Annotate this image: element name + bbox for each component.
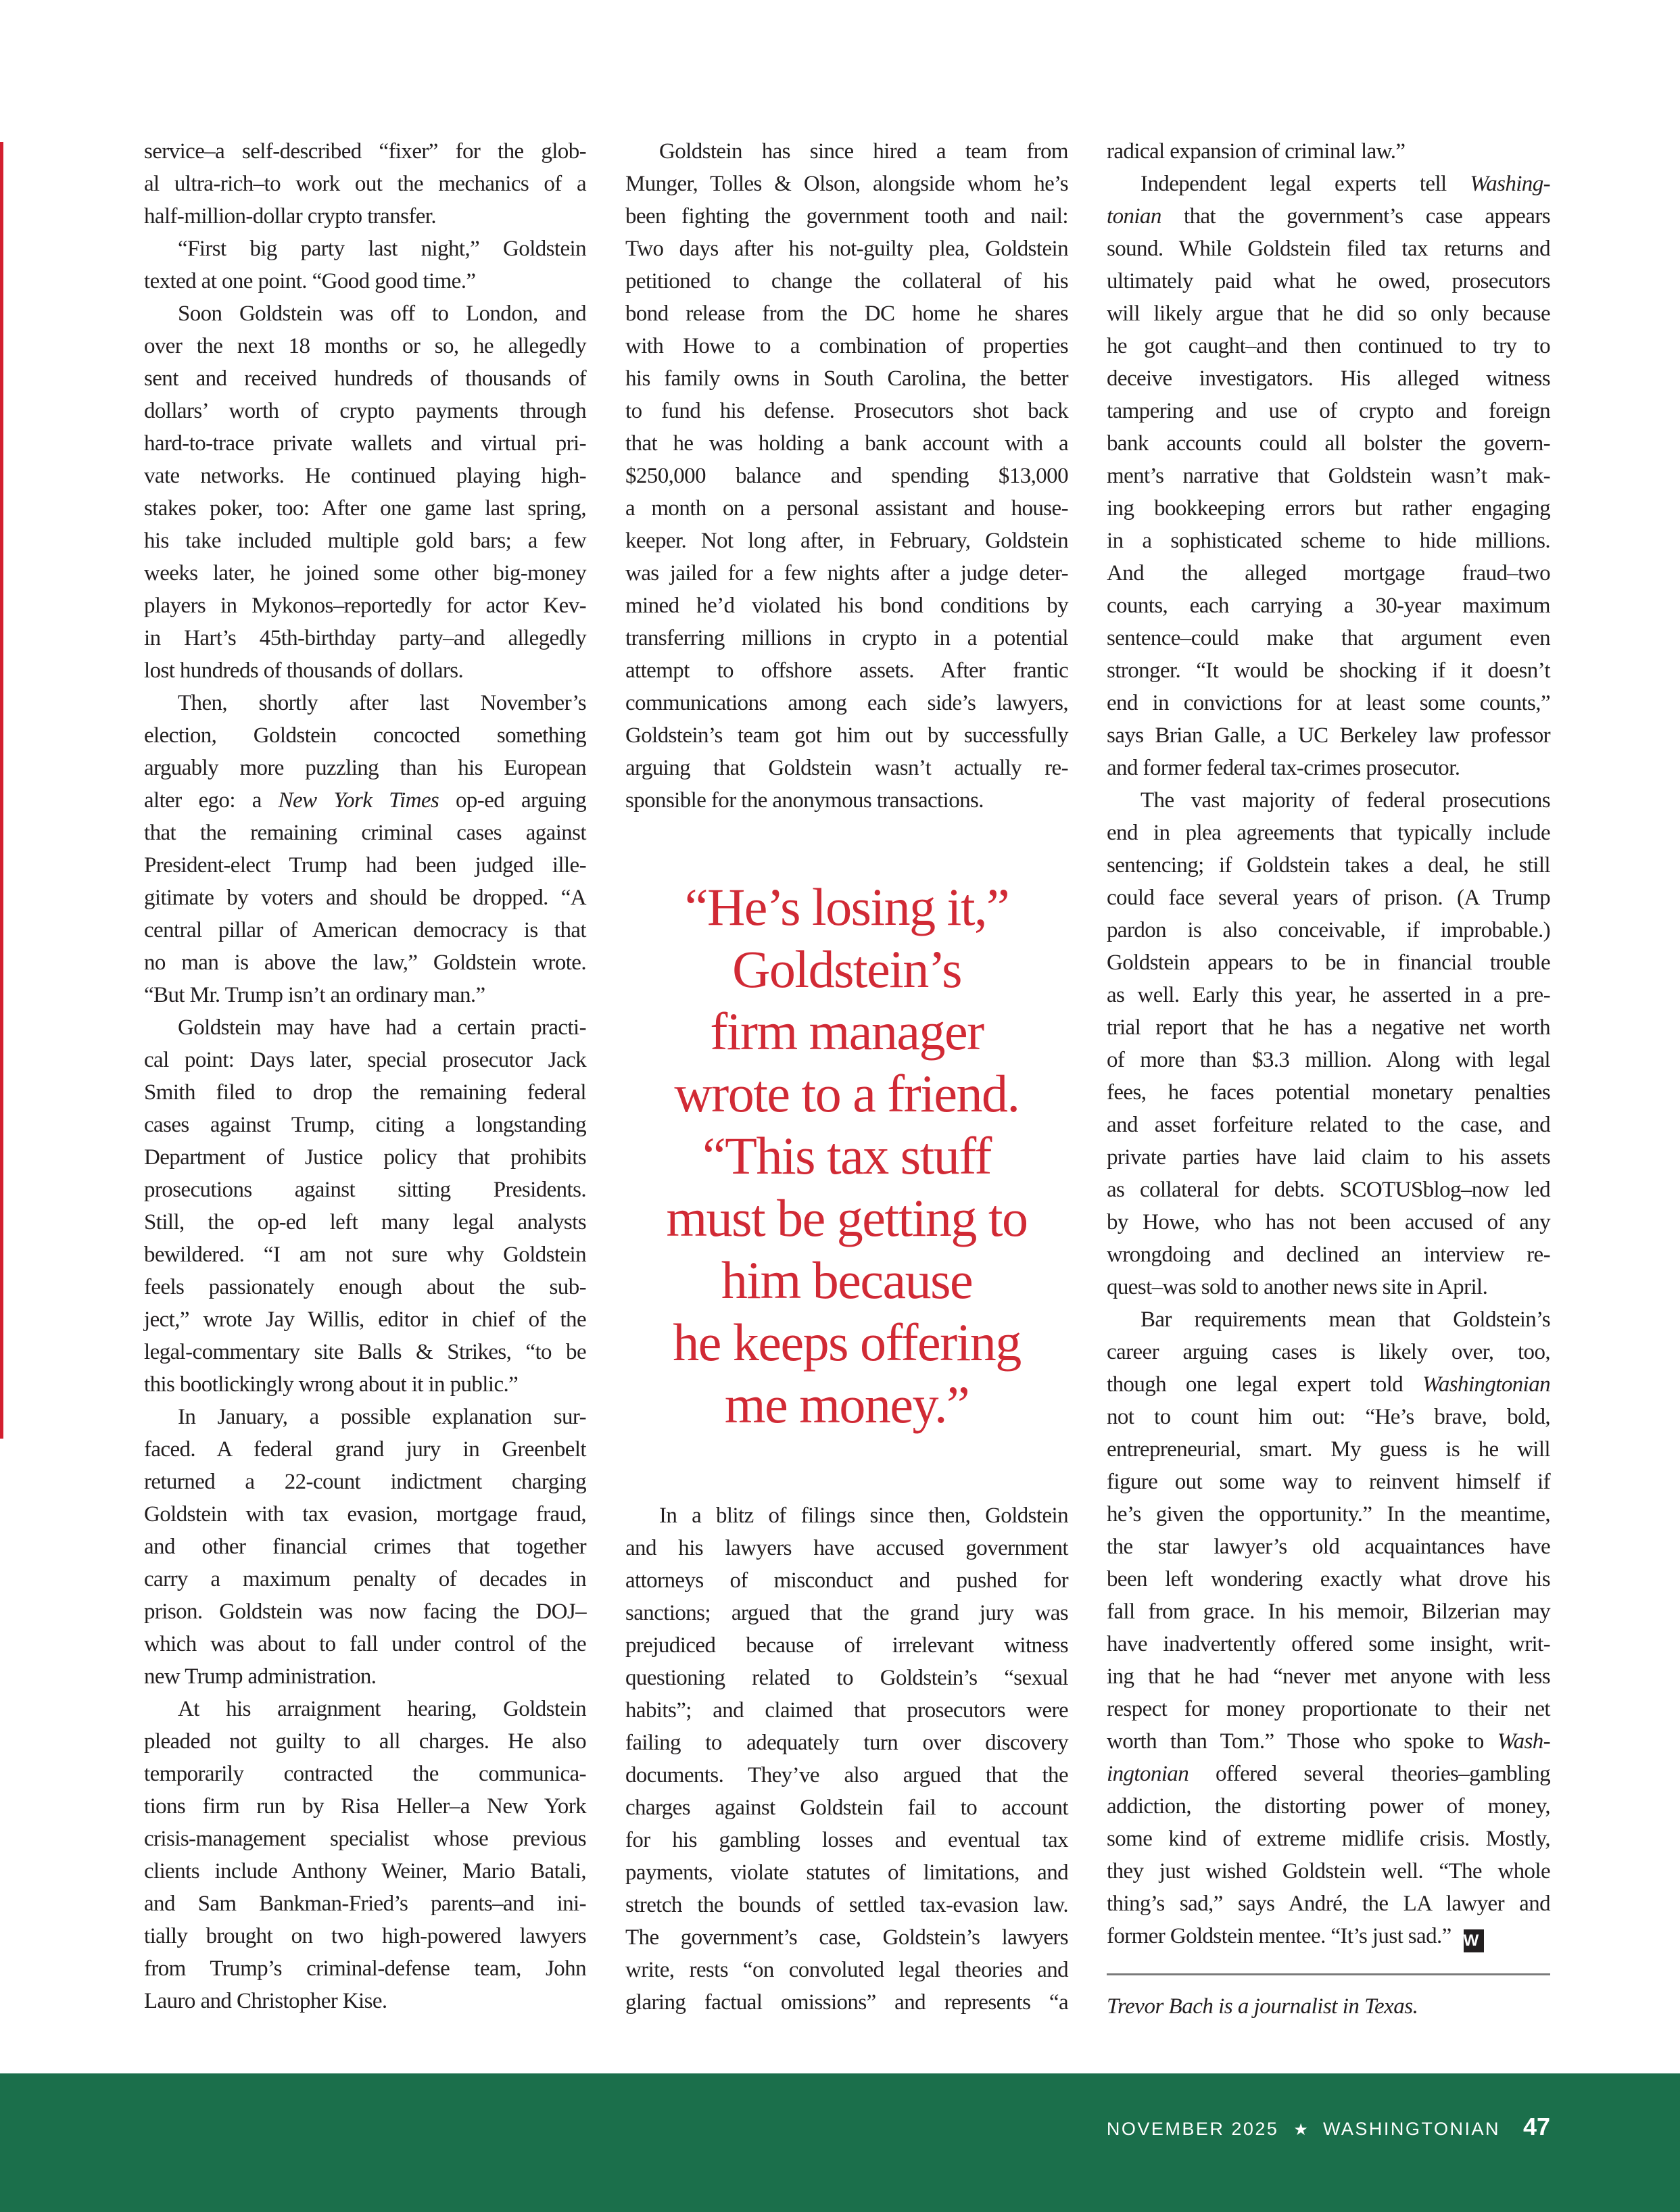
text-line: service–a self-described “fixer” for the glob- — [144, 139, 586, 164]
publication-name: WASHINGTONIAN — [1322, 2119, 1500, 2139]
text-line: not to count him out: “He’s brave, bold, — [1107, 1405, 1550, 1429]
text-line: worth than Tom.” Those who spoke to Wash- — [1107, 1729, 1550, 1754]
pull-quote-line: “This tax stuff — [702, 1126, 991, 1185]
text-line: payments, violate statutes of limitations, and — [625, 1860, 1068, 1885]
article-column-2-lower — [625, 1499, 1068, 2019]
text-line: habits”; and claimed that prosecutors were — [625, 1698, 1068, 1723]
article-column-2-upper — [625, 135, 1068, 817]
text-line: write, rests “on convoluted legal theories and — [625, 1958, 1068, 1982]
text-line: as collateral for debts. SCOTUSblog–now led — [1107, 1178, 1550, 1202]
text-line: respect for money proportionate to their net — [1107, 1697, 1550, 1721]
text-line: petitioned to change the collateral of his — [625, 269, 1068, 293]
page-footer — [0, 2073, 1680, 2212]
text-line: with Howe to a combination of properties — [625, 334, 1068, 358]
text-line: bank accounts could all bolster the govern- — [1107, 431, 1550, 456]
text-line: alter ego: a New York Times op-ed arguing — [144, 788, 586, 813]
pull-quote-line: “He’s losing it,” — [684, 877, 1009, 936]
text-line: Still, the op-ed left many legal analysts — [144, 1210, 586, 1234]
text-line: prosecutions against sitting Presidents. — [144, 1178, 586, 1202]
pull-quote-line: must be getting to — [666, 1188, 1028, 1247]
article-column-1 — [144, 135, 586, 2017]
text-line: The vast majority of federal prosecutions — [1141, 788, 1550, 813]
text-line: cal point: Days later, special prosecutor Jack — [144, 1048, 586, 1072]
text-line: a month on a personal assistant and house- — [625, 496, 1068, 521]
text-line: President-elect Trump had been judged ille- — [144, 853, 586, 877]
text-line: some kind of extreme midlife crisis. Mostly, — [1107, 1827, 1550, 1851]
text-line: counts, each carrying a 30-year maximum — [1107, 594, 1550, 618]
text-line: weeks later, he joined some other big-money — [144, 561, 586, 585]
text-line: attempt to offshore assets. After frantic — [625, 658, 1068, 683]
text-line: which was about to fall under control of the — [144, 1632, 586, 1656]
text-line: career arguing cases is likely over, too, — [1107, 1340, 1550, 1364]
text-line: vate networks. He continued playing high- — [144, 464, 586, 488]
page-number: 47 — [1522, 2113, 1550, 2140]
pull-quote-line: firm manager — [710, 1002, 984, 1061]
text-line: prison. Goldstein was now facing the DOJ– — [144, 1600, 586, 1624]
text-line: sanctions; argued that the grand jury was — [625, 1601, 1068, 1625]
text-line: “But Mr. Trump isn’t an ordinary man.” — [144, 983, 485, 1007]
text-line: stronger. “It would be shocking if it doesn’t — [1107, 658, 1550, 683]
text-line: of more than $3.3 million. Along with legal — [1107, 1048, 1550, 1072]
end-mark-w-icon: W — [1464, 1929, 1484, 1952]
pull-quote-line: Goldstein’s — [732, 940, 961, 999]
pull-quote-line: him because — [721, 1251, 973, 1309]
text-line: Goldstein appears to be in financial trouble — [1107, 951, 1550, 975]
text-line: texted at one point. “Good good time.” — [144, 269, 476, 293]
text-line: carry a maximum penalty of decades in — [144, 1567, 586, 1591]
text-line: Soon Goldstein was off to London, and — [178, 302, 586, 326]
text-line: sentence–could make that argument even — [1107, 626, 1550, 650]
text-line: that he was holding a bank account with a — [625, 431, 1068, 456]
text-line: could face several years of prison. (A Trump — [1107, 886, 1550, 910]
text-line: questioning related to Goldstein’s “sexual — [625, 1666, 1068, 1690]
text-line: sent and received hundreds of thousands of — [144, 366, 586, 391]
text-line: this bootlickingly wrong about it in public.” — [144, 1372, 519, 1397]
text-line: entrepreneurial, smart. My guess is he will — [1107, 1437, 1550, 1462]
text-line: prejudiced because of irrelevant witness — [625, 1633, 1068, 1658]
text-line: deceive investigators. His alleged witness — [1107, 366, 1550, 391]
folio — [1107, 2113, 1550, 2141]
text-line: have inadvertently offered some insight, writ- — [1107, 1632, 1550, 1656]
text-line: The government’s case, Goldstein’s lawyers — [625, 1925, 1068, 1950]
text-line: transferring millions in crypto in a potential — [625, 626, 1068, 650]
text-line: election, Goldstein concocted something — [144, 723, 586, 748]
text-line: half-million-dollar crypto transfer. — [144, 204, 437, 229]
text-line: tampering and use of crypto and foreign — [1107, 399, 1550, 423]
text-line: mined he’d violated his bond conditions by — [625, 594, 1068, 618]
pull-quote-line: he keeps offering — [673, 1313, 1021, 1372]
text-line: ing that he had “never met anyone with less — [1107, 1664, 1550, 1689]
text-line: arguably more puzzling than his European — [144, 756, 586, 780]
text-line: Munger, Tolles & Olson, alongside whom he’s — [625, 172, 1068, 196]
text-line: over the next 18 months or so, he allegedly — [144, 334, 586, 358]
text-line: private parties have laid claim to his assets — [1107, 1145, 1550, 1170]
text-line: he got caught–and then continued to try to — [1107, 334, 1550, 358]
text-line: At his arraignment hearing, Goldstein — [178, 1697, 586, 1721]
pull-quote-line: me money.” — [724, 1375, 969, 1434]
text-line: ject,” wrote Jay Willis, editor in chief of the — [144, 1307, 586, 1332]
text-line: sound. While Goldstein filed tax returns and — [1107, 237, 1550, 261]
text-line: former Goldstein mentee. “It’s just sad.” W — [1107, 1920, 1550, 1952]
text-line: Goldstein has since hired a team from — [659, 139, 1068, 164]
text-line: ingtonian offered several theories–gambling — [1107, 1762, 1550, 1786]
text-line: sponsible for the anonymous transactions. — [625, 788, 984, 813]
text-line: pardon is also conceivable, if improbable.) — [1107, 918, 1550, 942]
text-line: end in plea agreements that typically include — [1107, 821, 1550, 845]
star-icon: ★ — [1293, 2121, 1308, 2139]
text-line: tonian that the government’s case appears — [1107, 204, 1550, 229]
text-line: gitimate by voters and should be dropped. “A — [144, 886, 586, 910]
text-line: stakes poker, too: After one game last spring, — [144, 496, 586, 521]
text-line: returned a 22-count indictment charging — [144, 1470, 586, 1494]
text-line: In January, a possible explanation sur- — [178, 1405, 586, 1429]
text-line: Smith filed to drop the remaining federal — [144, 1080, 586, 1105]
text-line: his family owns in South Carolina, the better — [625, 366, 1068, 391]
text-line: and asset forfeiture related to the case, and — [1107, 1113, 1550, 1137]
text-line: charges against Goldstein fail to account — [625, 1796, 1068, 1820]
text-line: glaring factual omissions” and represents “a — [625, 1990, 1068, 2015]
text-line: And the alleged mortgage fraud–two — [1107, 561, 1550, 585]
text-line: temporarily contracted the communica- — [144, 1762, 586, 1786]
text-line: failing to adequately turn over discovery — [625, 1731, 1068, 1755]
text-line: trial report that he has a negative net worth — [1107, 1015, 1550, 1040]
text-line: Department of Justice policy that prohibits — [144, 1145, 586, 1170]
text-line: faced. A federal grand jury in Greenbelt — [144, 1437, 586, 1462]
text-line: as well. Early this year, he asserted in a pre- — [1107, 983, 1550, 1007]
text-line: hard-to-trace private wallets and virtual pri- — [144, 431, 586, 456]
text-line: they just wished Goldstein well. “The whole — [1107, 1859, 1550, 1883]
text-line: crisis-management specialist whose previous — [144, 1827, 586, 1851]
text-line: Independent legal experts tell Washing- — [1141, 172, 1550, 196]
text-line: legal-commentary site Balls & Strikes, “to be — [144, 1340, 586, 1364]
text-line: Two days after his not-guilty plea, Goldstein — [625, 237, 1068, 261]
text-line: by Howe, who has not been accused of any — [1107, 1210, 1550, 1234]
text-line: fees, he faces potential monetary penalties — [1107, 1080, 1550, 1105]
text-line: Then, shortly after last November’s — [178, 691, 586, 715]
text-line: been left wondering exactly what drove his — [1107, 1567, 1550, 1591]
text-line: In a blitz of filings since then, Goldstein — [659, 1504, 1068, 1528]
article-column-3 — [1107, 135, 1550, 1952]
text-line: “First big party last night,” Goldstein — [178, 237, 586, 261]
text-line: stretch the bounds of settled tax-evasion law. — [625, 1893, 1068, 1917]
text-line: in a sophisticated scheme to hide millions. — [1107, 529, 1550, 553]
text-line: dollars’ worth of crypto payments through — [144, 399, 586, 423]
text-line: clients include Anthony Weiner, Mario Batali, — [144, 1859, 586, 1883]
text-line: fall from grace. In his memoir, Bilzerian may — [1107, 1600, 1550, 1624]
text-line: to fund his defense. Prosecutors shot back — [625, 399, 1068, 423]
text-line: bewildered. “I am not sure why Goldstein — [144, 1243, 586, 1267]
text-line: feels passionately enough about the sub- — [144, 1275, 586, 1299]
text-line: arguing that Goldstein wasn’t actually re- — [625, 756, 1068, 780]
text-line: Goldstein with tax evasion, mortgage fraud, — [144, 1502, 586, 1526]
author-bio: Trevor Bach is a journalist in Texas. — [1107, 1994, 1418, 2019]
text-line: will likely argue that he did so only because — [1107, 302, 1550, 326]
text-line: communications among each side’s lawyers, — [625, 691, 1068, 715]
text-line: attorneys of misconduct and pushed for — [625, 1568, 1068, 1593]
text-line: new Trump administration. — [144, 1664, 377, 1689]
text-line: tially brought on two high-powered lawyers — [144, 1924, 586, 1948]
text-line: pleaded not guilty to all charges. He also — [144, 1729, 586, 1754]
text-line: end in convictions for at least some counts,” — [1107, 691, 1550, 715]
text-line: the star lawyer’s old acquaintances have — [1107, 1535, 1550, 1559]
text-line: no man is above the law,” Goldstein wrote. — [144, 951, 586, 975]
text-line: says Brian Galle, a UC Berkeley law professor — [1107, 723, 1550, 748]
text-line: keeper. Not long after, in February, Goldstein — [625, 529, 1068, 553]
text-line: Bar requirements mean that Goldstein’s — [1141, 1307, 1550, 1332]
text-line: radical expansion of criminal law.” — [1107, 139, 1406, 164]
text-line: though one legal expert told Washingtonian — [1107, 1372, 1550, 1397]
text-line: he’s given the opportunity.” In the meantime, — [1107, 1502, 1550, 1526]
text-line: tions firm run by Risa Heller–a New York — [144, 1794, 586, 1819]
text-line: wrongdoing and declined an interview re- — [1107, 1243, 1550, 1267]
text-line: was jailed for a few nights after a judge deter- — [625, 561, 1068, 585]
text-line: quest–was sold to another news site in April. — [1107, 1275, 1488, 1299]
bio-divider — [1107, 1973, 1550, 1975]
text-line: ultimately paid what he owed, prosecutors — [1107, 269, 1550, 293]
text-line: cases against Trump, citing a longstanding — [144, 1113, 586, 1137]
text-line: Lauro and Christopher Kise. — [144, 1989, 387, 2013]
text-line: that the remaining criminal cases against — [144, 821, 586, 845]
issue-date: NOVEMBER 2025 — [1106, 2119, 1279, 2139]
pull-quote-line: wrote to a friend. — [674, 1064, 1019, 1123]
text-line: documents. They’ve also argued that the — [625, 1763, 1068, 1787]
text-line: and Sam Bankman-Fried’s parents–and ini- — [144, 1892, 586, 1916]
text-line: and his lawyers have accused government — [625, 1536, 1068, 1560]
text-line: sentencing; if Goldstein takes a deal, he still — [1107, 853, 1550, 877]
text-line: been fighting the government tooth and nail: — [625, 204, 1068, 229]
text-line: players in Mykonos–reportedly for actor Kev- — [144, 594, 586, 618]
text-line: central pillar of American democracy is that — [144, 918, 586, 942]
text-line: al ultra-rich–to work out the mechanics of a — [144, 172, 586, 196]
text-line: $250,000 balance and spending $13,000 — [625, 464, 1068, 488]
text-line: figure out some way to reinvent himself if — [1107, 1470, 1550, 1494]
text-line: ment’s narrative that Goldstein wasn’t mak- — [1107, 464, 1550, 488]
text-line: in Hart’s 45th-birthday party–and allegedly — [144, 626, 586, 650]
text-line: lost hundreds of thousands of dollars. — [144, 658, 464, 683]
text-line: addiction, the distorting power of money, — [1107, 1794, 1550, 1819]
text-line: Goldstein may have had a certain practi- — [178, 1015, 586, 1040]
text-line: and former federal tax-crimes prosecutor. — [1107, 756, 1460, 780]
text-line: from Trump’s criminal-defense team, John — [144, 1956, 586, 1981]
text-line: bond release from the DC home he shares — [625, 302, 1068, 326]
text-line: thing’s sad,” says André, the LA lawyer and — [1107, 1892, 1550, 1916]
text-line: Goldstein’s team got him out by successfully — [625, 723, 1068, 748]
section-accent-bar — [0, 142, 3, 1439]
text-line: his take included multiple gold bars; a few — [144, 529, 586, 553]
pull-quote — [625, 876, 1068, 1436]
text-line: ing bookkeeping errors but rather engaging — [1107, 496, 1550, 521]
text-line: for his gambling losses and eventual tax — [625, 1828, 1068, 1852]
text-line: and other financial crimes that together — [144, 1535, 586, 1559]
